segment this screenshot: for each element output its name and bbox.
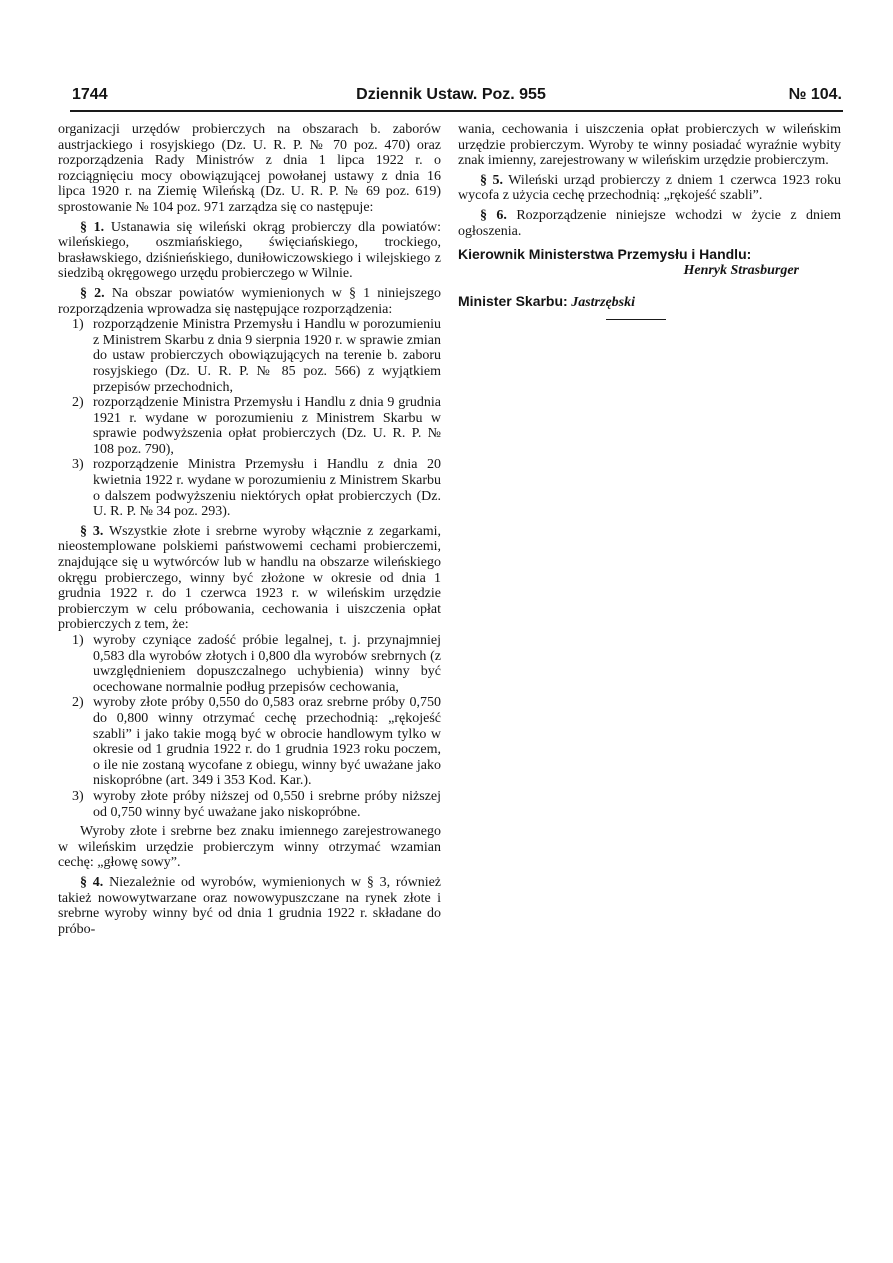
signatory-role: Kierownik Ministerstwa Przemysłu i Handlu:	[458, 246, 752, 263]
list-item-number: 2)	[72, 695, 84, 711]
list-item-text: rozporządzenie Ministra Przemysłu i Handlu w porozumieniu z Ministrem Skarbu z dnia 9 sierpnia 1920 r. w sprawie zmian do ustaw probierczych obowiązujących na terenie b. zaboru rosyjskiego (Dz. U. R. P. № 85 poz. 566) z wyjątkiem przepisów przechodnich,	[93, 317, 441, 395]
list-item	[58, 317, 441, 395]
list-item-number: 2)	[72, 395, 84, 411]
section-1-text: Ustanawia się wileński okrąg probierczy dla powiatów: wileńskiego, oszmiańskiego, święciańskiego, trockiego, brasławskiego, dziśnieńskiego, duniłowiczowskiego i wilejskiego z siedzibą okręgowego urzędu probierczego w Wilnie.	[58, 219, 441, 282]
section-6-text: Rozporządzenie niniejsze wchodzi w życie z dniem ogłoszenia.	[458, 207, 842, 239]
left-column	[58, 122, 441, 937]
section-5-text: Wileński urząd probierczy z dniem 1 czerwca 1923 roku wycofa z użycia cechę przechodnią: „rękojeść szabli”.	[458, 172, 842, 204]
signatory-role: Minister Skarbu:	[458, 293, 568, 310]
signature-block-1	[458, 247, 841, 278]
section-2-mark: § 2.	[80, 285, 105, 301]
list-item-text: wyroby złote próby 0,550 do 0,583 oraz srebrne próby 0,750 do 0,800 winny otrzymać cechę przechodnią: „rękojeść szabli” i jako takie mogą być w obrocie handlowym tylko w okresie od 1 grudnia 1922 r. do 1 grudnia 1923 roku poczem, o ile nie zostaną wycofane z obiegu, winny być uważane jako niskopróbne (art. 349 i 353 Kod. Kar.).	[93, 695, 441, 789]
continuation-paragraph: wania, cechowania i uiszczenia opłat probierczych w wileńskim urzędzie probierczym. Wyroby te winny posiadać wyraźnie wybity znak imienny, zarejestrowany w wileńskim urzędzie probierczym.	[458, 122, 841, 169]
section-3-text: Wszystkie złote i srebrne wyroby włącznie z zegarkami, nieostemplowane polskiemi państwowemi cechami probierczemi, znajdujące się u wytwórców lub w handlu na obszarze wileńskiego okręgu probierczego, winny być złożone w okresie od dnia 1 grudnia 1922 r. do 1 czerwca 1923 r. w wileńskim urzędzie probierczym w celu próbowania, cechowania i uiszczenia opłat probierczych z tem, że:	[58, 523, 441, 633]
list-item-number: 3)	[72, 788, 84, 804]
list-item	[58, 395, 441, 457]
section-4	[58, 875, 441, 937]
journal-title: Dziennik Ustaw. Poz. 955	[356, 86, 546, 103]
section-4-mark: § 4.	[80, 874, 104, 890]
section-1-mark: § 1.	[80, 219, 105, 235]
page-header	[60, 86, 842, 112]
list-item	[58, 695, 441, 789]
signatory-name: Jastrzębski	[571, 295, 635, 311]
list-item-text: rozporządzenie Ministra Przemysłu i Handlu z dnia 9 grudnia 1921 r. wydane w porozumieniu z Ministrem Skarbu w sprawie podwyższenia opłat probierczych (Dz. U. R. P. № 108 poz. 790),	[93, 395, 441, 457]
header-rule	[70, 110, 843, 112]
section-2-list	[58, 317, 441, 520]
section-6-mark: § 6.	[480, 207, 507, 223]
list-item-number: 1)	[72, 633, 84, 648]
list-item-text: rozporządzenie Ministra Przemysłu i Handlu z dnia 20 kwietnia 1922 r. wydane w porozumieniu z Ministrem Skarbu o dalszem podwyższeniu niektórych opłat probierczych (Dz. U. R. P. № 34 poz. 293).	[93, 457, 441, 520]
signature-block-2	[458, 294, 841, 311]
list-item-number: 1)	[72, 317, 84, 333]
list-item-number: 3)	[72, 457, 84, 473]
section-3	[58, 524, 441, 633]
closing-rule	[606, 319, 666, 320]
issue-number: № 104.	[788, 86, 842, 103]
section-1	[58, 220, 441, 282]
page-number: 1744	[72, 86, 108, 103]
right-column	[458, 122, 841, 320]
list-item	[58, 633, 441, 695]
section-5	[458, 173, 841, 204]
list-item-text: wyroby złote próby niższej od 0,550 i srebrne próby niższej od 0,750 winny być uważane jako niskopróbne.	[93, 788, 441, 820]
section-6	[458, 208, 841, 239]
section-3-closing: Wyroby złote i srebrne bez znaku imiennego zarejestrowanego w wileńskim urzędzie probierczym winny otrzymać wzamian cechę: „głowę sowy”.	[58, 824, 441, 871]
section-2	[58, 286, 441, 317]
list-item-text: wyroby czyniące zadość próbie legalnej, t. j. przynajmniej 0,583 dla wyrobów złotych i 0,800 dla wyrobów srebrnych (z uwzględnieniem dopuszczalnego uchybienia) winny być ocechowane normalnie podług przepisów cechowania,	[93, 633, 441, 695]
section-2-text: Na obszar powiatów wymienionych w § 1 niniejszego rozporządzenia wprowadza się następujące rozporządzenia:	[58, 285, 442, 317]
list-item	[58, 457, 441, 519]
list-item	[58, 789, 441, 820]
section-3-mark: § 3.	[80, 523, 104, 539]
section-3-list	[58, 633, 441, 820]
section-4-text: Niezależnie od wyrobów, wymienionych w § 3, również takież nowowytwarzane oraz nowowypuszczane na rynek złote i srebrne wyroby winny być od dnia 1 grudnia 1922 r. składane do próbo-	[58, 874, 442, 937]
signatory-name: Henryk Strasburger	[683, 262, 799, 278]
intro-paragraph: organizacji urzędów probierczych na obszarach b. zaborów austrjackiego i rosyjskiego (Dz. U. R. P. № 70 poz. 470) oraz rozporządzenia Rady Ministrów z dnia 1 lipca 1922 r. o rozciągnięciu mocy obowiązującej powołanej ustawy z dnia 16 lipca 1920 r. na Ziemię Wileńską (Dz. U. R. P. № 69 poz. 619) sprostowanie № 104 poz. 971 zarządza się co następuje:	[58, 122, 441, 215]
section-5-mark: § 5.	[480, 172, 504, 188]
